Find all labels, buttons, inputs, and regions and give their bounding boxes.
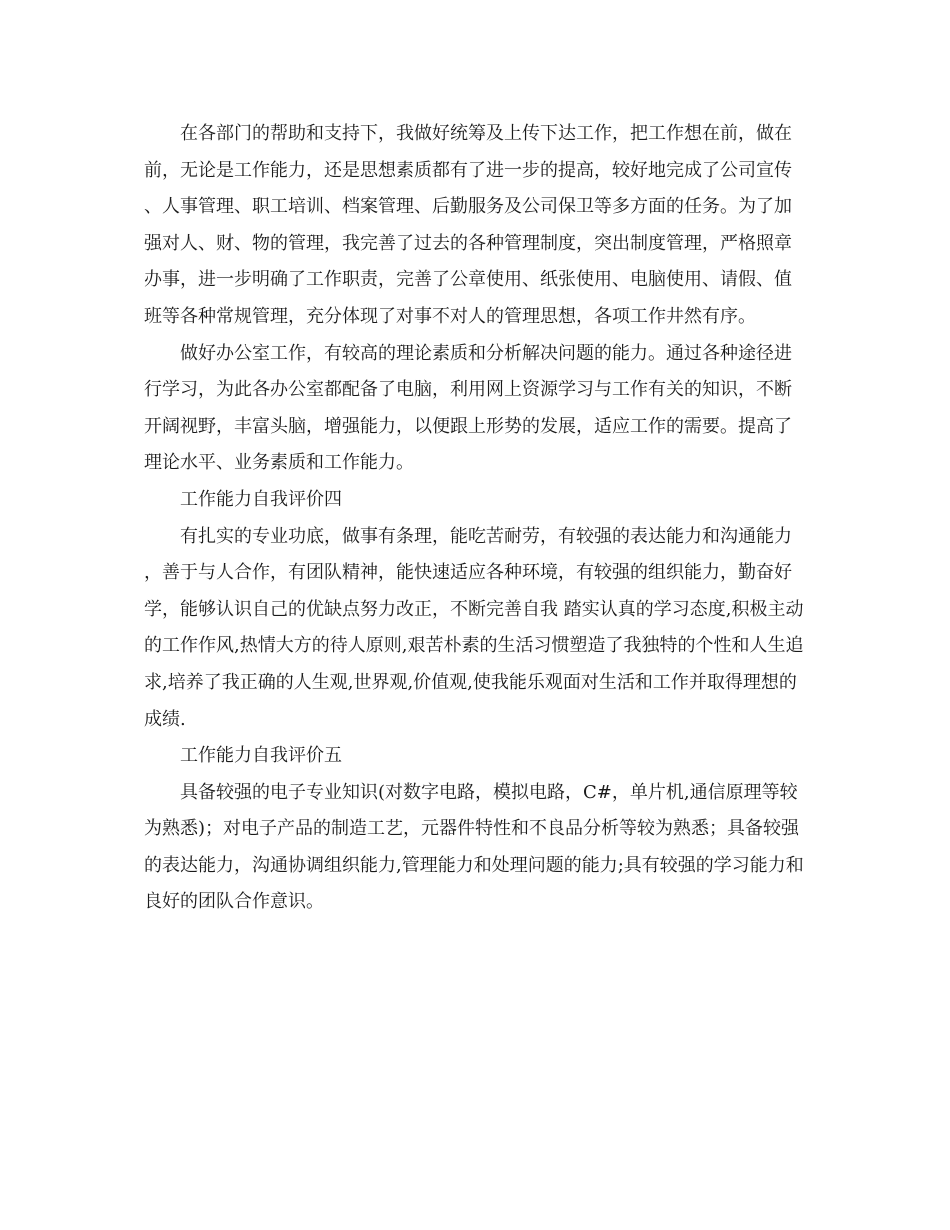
section-heading-four: 工作能力自我评价四 bbox=[180, 488, 342, 510]
document-body bbox=[144, 116, 808, 921]
section-heading-five: 工作能力自我评价五 bbox=[180, 745, 342, 767]
paragraph-self-evaluation-four: 有扎实的专业功底，做事有条理，能吃苦耐劳，有较强的表达能力和沟通能力，善于与人合作，有团队精神，能快速适应各种环境，有较强的组织能力，勤奋好学，能够认识自己的优缺点努力改正，不断完善自我 踏实认真的学习态度,积极主动的工作作风,热情大方的待人原则,艰苦朴素的生活习惯塑造了我独特的个性和人生追求,培养了我正确的人生观,世界观,价值观,使我能乐观面对生活和工作并取得理想的成绩. bbox=[144, 525, 804, 730]
paragraph-self-evaluation-five: 具备较强的电子专业知识(对数字电路，模拟电路，C#，单片机,通信原理等较为熟悉)；对电子产品的制造工艺，元器件特性和不良品分析等较为熟悉；具备较强的表达能力，沟通协调组织能力,管理能力和处理问题的能力;具有较强的学习能力和良好的团队合作意识。 bbox=[144, 781, 804, 913]
paragraph-theory-and-ability: 做好办公室工作，有较高的理论素质和分析解决问题的能力。通过各种途径进行学习，为此各办公室都配备了电脑，利用网上资源学习与工作有关的知识，不断开阔视野，丰富头脑，增强能力，以便跟上形势的发展，适应工作的需要。提高了理论水平、业务素质和工作能力。 bbox=[144, 342, 792, 474]
paragraph-office-work-summary: 在各部门的帮助和支持下，我做好统筹及上传下达工作，把工作想在前，做在前，无论是工作能力，还是思想素质都有了进一步的提高，较好地完成了公司宣传、人事管理、职工培训、档案管理、后勤服务及公司保卫等多方面的任务。为了加强对人、财、物的管理，我完善了过去的各种管理制度，突出制度管理，严格照章办事，进一步明确了工作职责，完善了公章使用、纸张使用、电脑使用、请假、值班等各种常规管理，充分体现了对事不对人的管理思想，各项工作井然有序。 bbox=[144, 123, 792, 327]
